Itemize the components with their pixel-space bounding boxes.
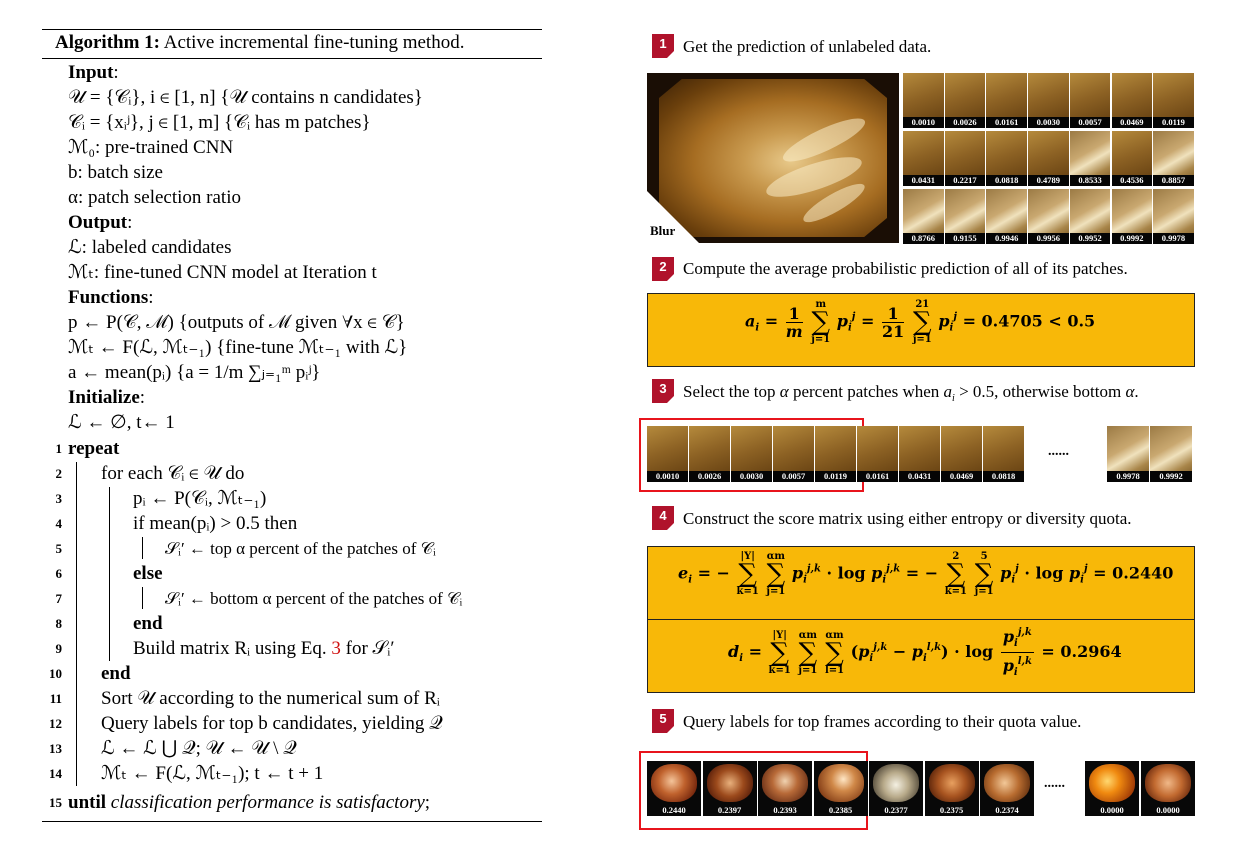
repeat-scope-bar	[76, 462, 77, 786]
patch-score: 0.0030	[1028, 117, 1069, 128]
blur-label: Blur	[650, 223, 676, 238]
query-frame	[980, 761, 1034, 816]
patch-score: 0.8766	[903, 233, 944, 244]
patch-score: 0.0818	[986, 175, 1027, 186]
patch-score: 0.4536	[1112, 175, 1153, 186]
frame-thumbnail	[651, 764, 697, 802]
patch-score: 0.0431	[903, 175, 944, 186]
step-else: else	[133, 563, 163, 584]
functions-heading: Functions:	[68, 287, 154, 308]
algo-bottom-rule	[42, 821, 542, 822]
frame-score: 0.2385	[828, 805, 853, 815]
patch-thumbnail	[647, 426, 688, 482]
step-line: pᵢ ← P(𝒞ᵢ, ℳₜ₋₁)	[133, 488, 267, 509]
output-heading: Output:	[68, 212, 133, 233]
patch-thumbnail	[903, 189, 944, 244]
patch-thumbnail	[1112, 131, 1153, 186]
patch-score: 0.0026	[945, 117, 986, 128]
patch-thumbnail	[986, 73, 1027, 128]
algorithm-title: Algorithm 1: Active incremental fine-tuning method.	[55, 32, 465, 53]
frame-thumbnail	[873, 764, 919, 802]
patch-score: 0.9978	[1153, 233, 1194, 244]
input-line: ℳ₀: pre-trained CNN	[68, 137, 234, 158]
step-line: Query labels for top b candidates, yielding 𝒬	[101, 713, 443, 734]
frame-thumbnail	[1089, 764, 1135, 802]
patch-score: 0.9992	[1112, 233, 1153, 244]
patch-score: 0.0161	[857, 471, 898, 482]
step-line: 𝒮ᵢ′ ← top α percent of the patches of 𝒞ᵢ	[165, 539, 436, 558]
patch-score: 0.9978	[1107, 471, 1149, 482]
frame-score: 0.2440	[662, 805, 686, 815]
function-line: ℳₜ ← F(ℒ, ℳₜ₋₁) {fine-tune ℳₜ₋₁ with ℒ}	[68, 337, 408, 358]
patch-thumbnail	[945, 131, 986, 186]
average-equation: $a_i$ = $\frac{1}{m}$ m ∑ j=1 $p_i^j$ = $\frac{1}{21}$ 21 ∑ j=1 $p_i^j = 0.4705 < 0.5$	[745, 299, 1096, 345]
step-2-badge: 2	[652, 257, 674, 281]
patch-thumbnail	[773, 426, 814, 482]
step-if: if mean(pᵢ) > 0.5 then	[133, 513, 298, 534]
line-number: 6	[55, 566, 62, 581]
patch-thumbnail	[983, 426, 1024, 482]
input-line: α: patch selection ratio	[68, 187, 241, 208]
frame-image	[659, 79, 887, 237]
patch-score: 0.0818	[983, 471, 1024, 482]
if-scope-bar	[142, 537, 143, 559]
patch-score: 0.2217	[945, 175, 986, 186]
line-number: 9	[55, 641, 62, 656]
input-line: 𝒞ᵢ = {xᵢʲ}, j ∈ [1, m] {𝒞ᵢ has m patches}	[68, 112, 371, 133]
patch-score: 0.0010	[903, 117, 944, 128]
step-4-title: Construct the score matrix using either entropy or diversity quota.	[683, 509, 1132, 528]
patch-thumbnail	[903, 73, 944, 128]
diversity-equation: $d_i$ = |Y| ∑ k=1 αm ∑ j=1 αm ∑ l=1 $(p_i^{j,k} - p_i^{l,k}) \cdot \log$ $\frac{p_i^{j,k}}{p_i^{l,k}}$ = 0.2964	[728, 624, 1122, 681]
frame-thumbnail	[707, 764, 753, 802]
step-3-badge: 3	[652, 379, 674, 403]
query-frame	[703, 761, 757, 816]
patch-thumbnail	[1070, 131, 1111, 186]
line-number: 5	[55, 541, 62, 556]
initialize-heading: Initialize:	[68, 387, 146, 408]
step-1-title: Get the prediction of unlabeled data.	[683, 37, 932, 56]
input-line: 𝒰 = {𝒞ᵢ}, i ∈ [1, n] {𝒰 contains n candidates}	[68, 87, 423, 108]
step-1-badge: 1	[652, 34, 674, 58]
algo-title-rule	[42, 58, 542, 59]
patch-thumbnail	[1028, 189, 1069, 244]
step-line: 𝒮ᵢ′ ← bottom α percent of the patches of 𝒞ᵢ	[165, 589, 463, 608]
colonoscopy-frame	[647, 73, 899, 243]
patch-thumbnail	[1150, 426, 1192, 482]
frame-score: 0.2374	[995, 805, 1019, 815]
ellipsis: ......	[1044, 776, 1065, 791]
step-2-title: Compute the average probabilistic prediction of all of its patches.	[683, 259, 1128, 278]
patch-grid	[903, 73, 1194, 245]
algo-top-rule	[42, 29, 542, 30]
output-line: ℳₜ: fine-tuned CNN model at Iteration t	[68, 262, 377, 283]
patch-thumbnail	[815, 426, 856, 482]
output-line: ℒ: labeled candidates	[68, 237, 232, 258]
patch-thumbnail	[1153, 73, 1194, 128]
patch-thumbnail	[857, 426, 898, 482]
patch-score: 0.0161	[986, 117, 1027, 128]
line-number: 15	[49, 795, 62, 810]
patch-thumbnail	[1107, 426, 1149, 482]
patch-score: 0.9992	[1150, 471, 1192, 482]
step-until: until classification performance is satisfactory;	[68, 792, 431, 813]
patch-score: 0.9155	[945, 233, 986, 244]
for-scope-bar	[109, 487, 110, 661]
frame-thumbnail	[984, 764, 1030, 802]
line-number: 3	[55, 491, 62, 506]
input-line: b: batch size	[68, 162, 163, 183]
query-frame	[1141, 761, 1195, 816]
patch-score: 0.9946	[986, 233, 1027, 244]
patch-score: 0.0010	[647, 471, 688, 482]
patch-thumbnail	[945, 189, 986, 244]
query-frame	[814, 761, 868, 816]
patch-thumbnail	[1070, 73, 1111, 128]
line-number: 11	[49, 691, 62, 706]
init-line: ℒ ← ∅, t← 1	[68, 412, 175, 433]
patch-thumbnail	[1028, 131, 1069, 186]
line-number: 13	[49, 741, 62, 756]
patch-score: 0.0026	[689, 471, 730, 482]
patch-thumbnail	[1112, 189, 1153, 244]
query-frame	[758, 761, 812, 816]
patch-thumbnail	[1112, 73, 1153, 128]
step-5-title: Query labels for top frames according to their quota value.	[683, 712, 1082, 731]
line-number: 7	[55, 591, 62, 606]
line-number: 12	[49, 716, 62, 731]
step-line: ℒ ← ℒ ⋃ 𝒬; 𝒰 ← 𝒰 \ 𝒬	[101, 738, 297, 759]
patch-score: 0.0431	[899, 471, 940, 482]
frame-score: 0.2397	[717, 805, 742, 815]
step-line: Sort 𝒰 according to the numerical sum of Rᵢ	[101, 688, 440, 709]
patch-thumbnail	[941, 426, 982, 482]
equation-reference[interactable]: 3	[331, 638, 341, 659]
patch-score: 0.0119	[815, 471, 856, 482]
function-line: p ← P(𝒞, ℳ) {outputs of ℳ given ∀x ∈ 𝒞}	[68, 312, 405, 333]
patch-score: 0.8857	[1153, 175, 1194, 186]
patch-score: 0.0030	[731, 471, 772, 482]
query-frame	[869, 761, 923, 816]
line-number: 14	[49, 766, 62, 781]
patch-thumbnail	[945, 73, 986, 128]
patch-score: 0.9952	[1070, 233, 1111, 244]
step-5-badge: 5	[652, 709, 674, 733]
step-repeat: repeat	[68, 438, 120, 459]
frame-thumbnail	[929, 764, 975, 802]
patch-thumbnail	[899, 426, 940, 482]
frame-score: 0.0000	[1156, 805, 1180, 815]
patch-thumbnail	[731, 426, 772, 482]
patch-score: 0.0119	[1153, 117, 1194, 128]
patch-thumbnail	[1153, 189, 1194, 244]
query-frame	[925, 761, 979, 816]
query-frame	[647, 761, 701, 816]
frame-score: 0.0000	[1100, 805, 1124, 815]
step-for: for each 𝒞ᵢ ∈ 𝒰 do	[101, 463, 245, 484]
step-end: end	[133, 613, 163, 634]
line-number: 10	[49, 666, 62, 681]
patch-score: 0.8533	[1070, 175, 1111, 186]
entropy-equation: $e_i$ = − |Y| ∑ k=1 αm ∑ j=1 $p_i^{j,k} \cdot \log p_i^{j,k}$ = − 2 ∑ k=1 5 ∑ j=1 $p_i^j \cdot \log p_i^j = 0.2440$	[678, 551, 1174, 597]
frame-score: 0.2375	[939, 805, 964, 815]
patch-score: 0.0057	[773, 471, 814, 482]
patch-thumbnail	[689, 426, 730, 482]
step-3-title: Select the top α percent patches when $a_i > 0.5$, otherwise bottom α.	[683, 382, 1139, 404]
patch-thumbnail	[986, 131, 1027, 186]
ellipsis: ......	[1048, 444, 1069, 459]
step-4-badge: 4	[652, 506, 674, 530]
query-frame	[1085, 761, 1139, 816]
patch-thumbnail	[1028, 73, 1069, 128]
patch-thumbnail	[1070, 189, 1111, 244]
step-line: Build matrix Rᵢ using Eq. 3 for 𝒮ᵢ′	[133, 638, 395, 659]
frame-thumbnail	[818, 764, 864, 802]
line-number: 4	[55, 516, 62, 531]
patch-score: 0.0469	[1112, 117, 1153, 128]
input-heading: Input:	[68, 62, 119, 83]
patch-thumbnail	[986, 189, 1027, 244]
frame-thumbnail	[762, 764, 808, 802]
patch-score: 0.0057	[1070, 117, 1111, 128]
patch-thumbnail	[1153, 131, 1194, 186]
frame-score: 0.2393	[773, 805, 797, 815]
frame-score: 0.2377	[884, 805, 908, 815]
patch-score: 0.9956	[1028, 233, 1069, 244]
step-line: ℳₜ ← F(ℒ, ℳₜ₋₁); t ← t + 1	[101, 763, 324, 784]
frame-thumbnail	[1145, 764, 1191, 802]
function-line: a ← mean(pᵢ) {a = 1/m ∑ⱼ₌₁ᵐ pᵢʲ}	[68, 362, 321, 383]
line-number: 1	[55, 441, 62, 456]
patch-score: 0.0469	[941, 471, 982, 482]
line-number: 2	[55, 466, 62, 481]
else-scope-bar	[142, 587, 143, 609]
patch-thumbnail	[903, 131, 944, 186]
patch-score: 0.4789	[1028, 175, 1069, 186]
step-end: end	[101, 663, 131, 684]
line-number: 8	[55, 616, 62, 631]
